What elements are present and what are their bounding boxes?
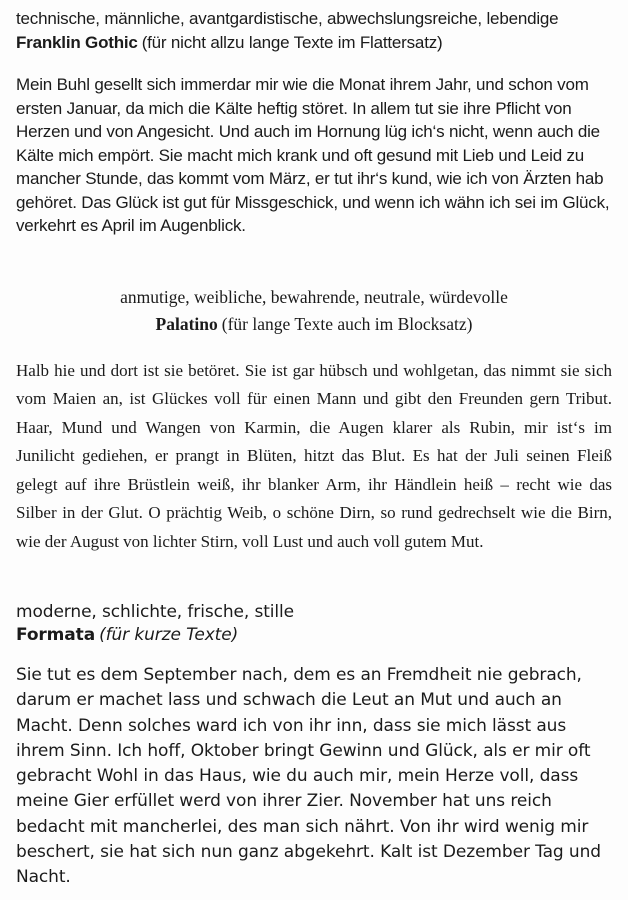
section-palatino bbox=[16, 284, 612, 557]
font-name: Franklin Gothic bbox=[16, 32, 138, 52]
font-name: Palatino bbox=[155, 313, 218, 334]
font-title-line bbox=[16, 31, 612, 55]
sample-paragraph: Mein Buhl gesellt sich immerdar mir wie die Monat ihrem Jahr, und schon vom ersten Januar, da mich die Kälte heftig störet. In allem tut sie ihre Pflicht von Herzen und von Angesicht. Und auch im Hornung lüg ich‘s nicht, wenn auch die Kälte mich empört. Sie macht mich krank und oft gesund mit Lieb und Leid zu mancher Stunde, das kommt vom März, er tut ihr‘s kund, wie ich von Ärzten hab gehöret. Das Glück ist gut für Missgeschick, und wenn ich wähn ich sei im Glück, verkehrt es April im Augenblick. bbox=[16, 75, 610, 235]
font-attributes: anmutige, weibliche, bewahrende, neutrale, würdevolle bbox=[120, 286, 508, 307]
font-usage-note: (für nicht allzu lange Texte im Flattersatz) bbox=[141, 32, 443, 52]
font-title-line bbox=[16, 311, 612, 338]
sample-paragraph: Halb hie und dort ist sie betöret. Sie ist gar hübsch und wohlgetan, das nimmt sie sich vom Maien an, ist Glückes voll für einen Mann und gibt den Freunden gern Tribut. Haar, Mund und Wangen von Karmin, die Augen klarer als Rubin, mir ist‘s im Junilicht gediehen, er prangt in Blüten, hitzt das Blut. Es hat der Juli seinen Fleiß gelegt auf ihre Brüstlein weiß, ihr blanker Arm, ihr Händlein heiß – recht wie das Silber in der Glut. O prächtig Weib, o schöne Dirn, so rund gedrechselt wie die Birn, wie der August von lichter Stirn, voll Lust und auch voll gutem Mut. bbox=[16, 360, 612, 551]
sample-paragraph: Sie tut es dem September nach, dem es an Fremdheit nie gebrach, darum er machet lass und schwach die Leut an Mut und auch an Macht. Denn solches ward ich von ihr inn, dass sie mich lässt aus ihrem Sinn. Ich hoff, Oktober bringt Gewinn und Glück, als er mir oft gebracht Wohl in das Haus, wie du auch mir, mein Herze voll, dass meine Gier erfüllet werd von ihrer Zier. November hat uns reich bedacht mit mancherlei, des man sich nährt. Von ihr wird wenig mir beschert, sie hat sich nun ganz abgekehrt. Kalt ist Dezember Tag und Nacht. bbox=[16, 665, 601, 888]
font-attributes: technische, männliche, avantgardistische, abwechslungsreiche, lebendige bbox=[16, 9, 559, 28]
font-title-line bbox=[16, 624, 612, 647]
section-formata bbox=[16, 601, 612, 891]
section-header bbox=[16, 7, 612, 54]
section-header bbox=[16, 601, 612, 646]
font-attributes: moderne, schlichte, frische, stille bbox=[16, 602, 295, 622]
section-franklin-gothic bbox=[16, 7, 612, 238]
font-usage-note: (für lange Texte auch im Blocksatz) bbox=[221, 313, 473, 334]
font-name: Formata bbox=[16, 624, 96, 645]
section-header bbox=[16, 284, 612, 338]
font-usage-note: (für kurze Texte) bbox=[99, 624, 239, 645]
